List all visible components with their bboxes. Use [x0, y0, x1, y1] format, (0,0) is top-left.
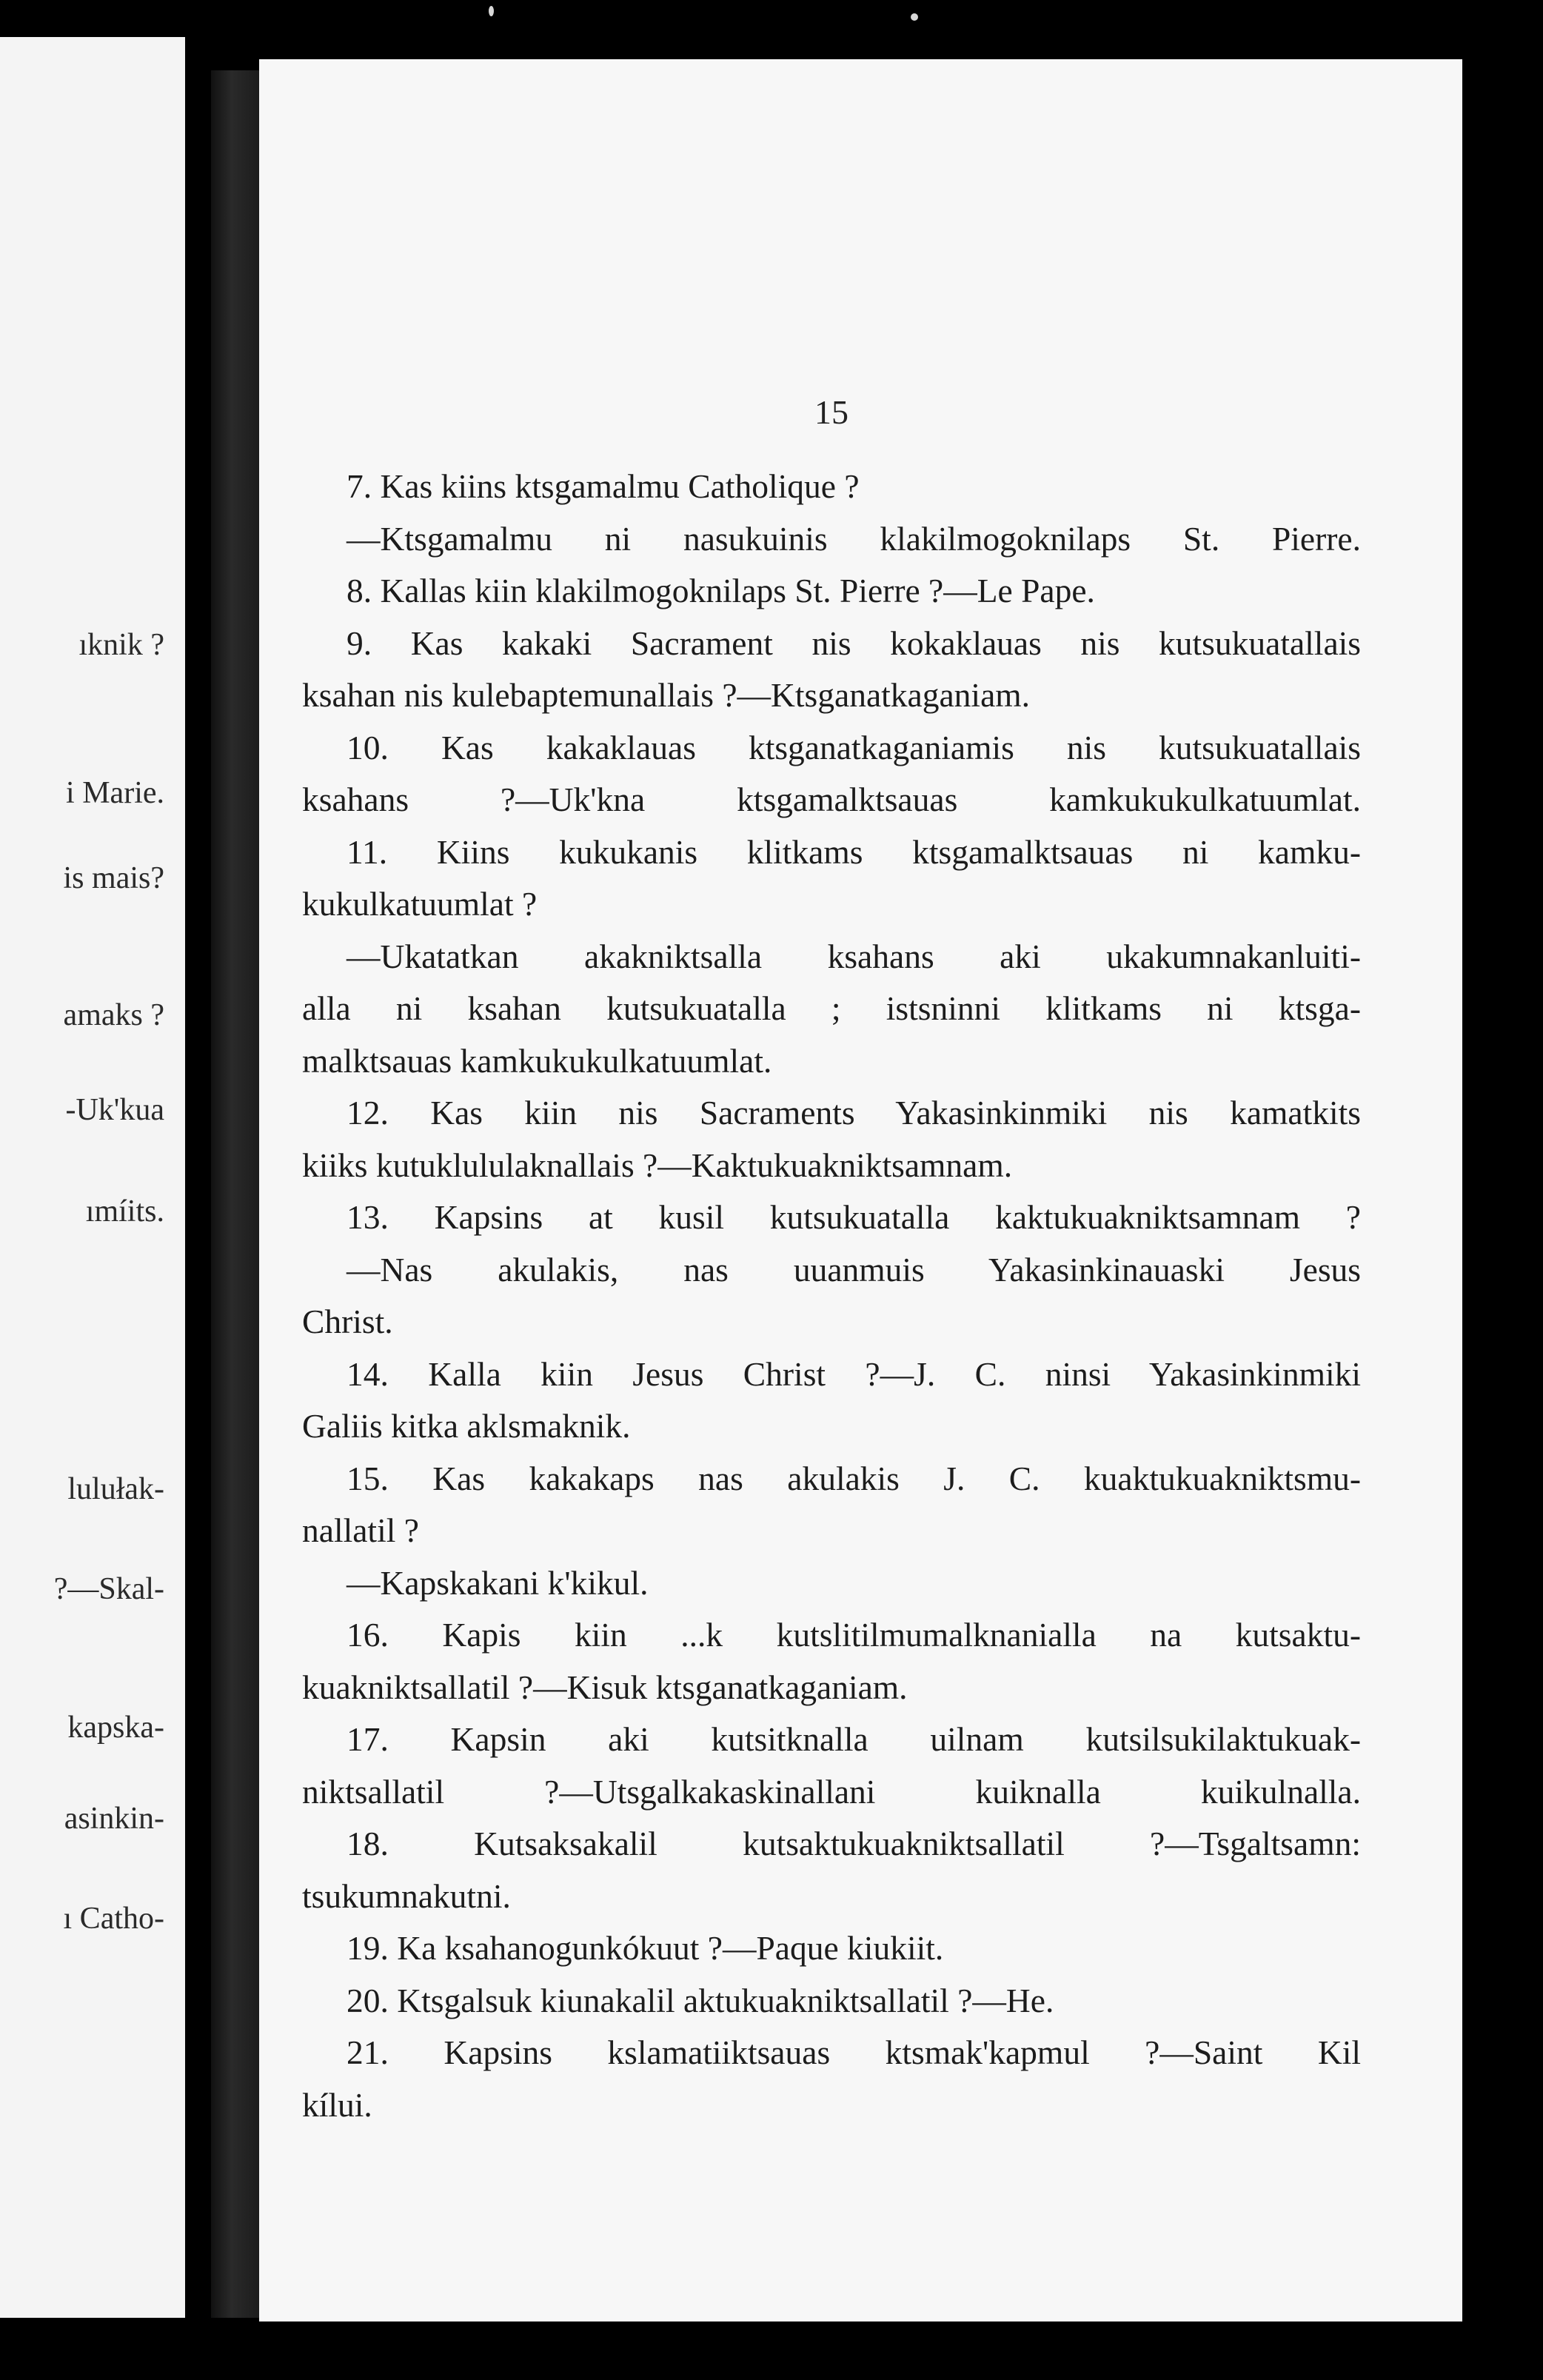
text-line: 21. Kapsins kslamatiiktsauas ktsmak'kapmul ?—Saint Kil	[347, 2033, 1361, 2071]
text-line: —Ukatatkan akakniktsalla ksahans aki ukakumnakanluiti-	[347, 937, 1361, 975]
left-page-fragment: asinkin-	[64, 1802, 164, 1836]
left-page-fragment: ?—Skal-	[53, 1572, 164, 1606]
left-page-fragment: ımíits.	[85, 1194, 164, 1229]
text-line: kílui.	[302, 2085, 372, 2124]
text-line: Christ.	[302, 1303, 393, 1340]
text-line: tsukumnakutni.	[302, 1876, 511, 1915]
text-line: nallatil ?	[302, 1511, 419, 1549]
text-line: 8. Kallas kiin klakilmogoknilaps St. Pierre ?—Le Pape.	[347, 572, 1095, 609]
text-line: —Kapskakani k'kikul.	[347, 1563, 649, 1602]
text-line: —Nas akulakis, nas uuanmuis Yakasinkinauaski Jesus	[347, 1250, 1361, 1288]
left-page-fragment: ı Catho-	[63, 1902, 164, 1936]
text-line: 18. Kutsaksakalil kutsaktukuakniktsallatil ?—Tsgaltsamn:	[347, 1825, 1361, 1862]
scan-speck	[911, 13, 918, 21]
text-line: 9. Kas kakaki Sacrament nis kokaklauas nis kutsukuatallais	[347, 624, 1361, 662]
text-line: —Ktsgamalmu ni nasukuinis klakilmogoknilaps St. Pierre.	[347, 519, 1361, 558]
facing-page-left	[0, 37, 185, 2318]
text-line: kuakniktsallatil ?—Kisuk ktsganatkaganiam.	[302, 1668, 908, 1706]
book-gutter	[211, 70, 263, 2318]
text-line: 12. Kas kiin nis Sacraments Yakasinkinmiki nis kamatkits	[347, 1094, 1361, 1131]
left-page-fragment: i Marie.	[66, 776, 164, 810]
text-line: 14. Kalla kiin Jesus Christ ?—J. C. ninsi Yakasinkinmiki	[347, 1354, 1361, 1393]
left-page-fragment: is mais?	[63, 861, 164, 895]
left-page-fragment: -Uk'kua	[65, 1093, 164, 1127]
text-line: 15. Kas kakakaps nas akulakis J. C. kuaktukuakniktsmu-	[347, 1459, 1361, 1497]
text-line: 11. Kiins kukukanis klitkams ktsgamalktsauas ni kamku-	[347, 832, 1361, 871]
text-line: Galiis kitka aklsmaknik.	[302, 1407, 631, 1445]
text-line: kiiks kutuklululaknallais ?—Kaktukuakniktsamnam.	[302, 1146, 1013, 1184]
text-line: niktsallatil ?—Utsgalkakaskinallani kuiknalla kuikulnalla.	[302, 1772, 1361, 1811]
text-line: 16. Kapis kiin ...k kutslitilmumalknanialla na kutsaktu-	[347, 1616, 1361, 1654]
text-line: 20. Ktsgalsuk kiunakalil aktukuakniktsallatil ?—He.	[347, 1981, 1054, 2019]
text-line: malktsauas kamkukukulkatuumlat.	[302, 1041, 772, 1080]
left-page-fragment: lulułak-	[67, 1472, 164, 1506]
text-line: ksahan nis kulebaptemunallais ?—Ktsganatkaganiam.	[302, 676, 1031, 714]
left-page-fragment: amaks ?	[63, 998, 164, 1032]
left-page-fragment: ıknik ?	[78, 628, 164, 662]
text-line: 10. Kas kakaklauas ktsganatkaganiamis nis kutsukuatallais	[347, 728, 1361, 766]
text-line: 13. Kapsins at kusil kutsukuatalla kaktukuakniktsamnam ?	[347, 1198, 1361, 1236]
left-page-fragment: kapska-	[67, 1711, 164, 1745]
text-line: ksahans ?—Uk'kna ktsgamalktsauas kamkukukulkatuumlat.	[302, 780, 1361, 818]
text-line: 19. Ka ksahanogunkókuut ?—Paque kiukiit.	[347, 1929, 944, 1967]
text-line: 7. Kas kiins ktsgamalmu Catholique ?	[347, 467, 860, 505]
page-number: 15	[814, 393, 849, 431]
scan-speck	[489, 6, 494, 16]
text-line: 17. Kapsin aki kutsitknalla uilnam kutsilsukilaktukuak-	[347, 1720, 1361, 1758]
text-line: alla ni ksahan kutsukuatalla ; istsninni klitkams ni ktsga-	[302, 989, 1361, 1027]
text-line: kukulkatuumlat ?	[302, 885, 538, 923]
catechism-text	[302, 461, 1361, 2131]
